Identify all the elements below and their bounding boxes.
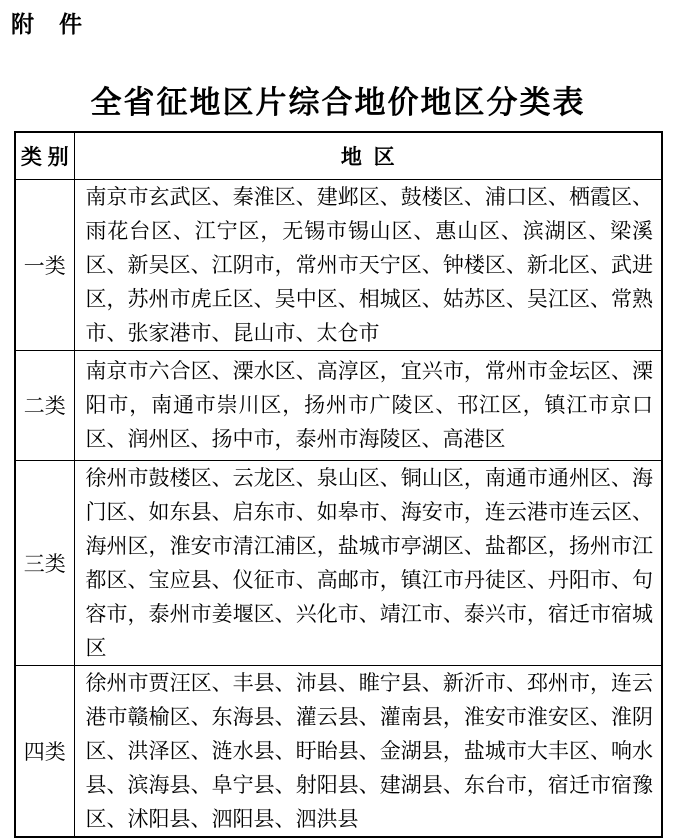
category-cell-class4: 四类 [15, 665, 74, 837]
column-header-region: 地 区 [74, 132, 662, 179]
region-cell-class3: 徐州市鼓楼区、云龙区、泉山区、铜山区，南通市通州区、海门区、如东县、启东市、如皋市、海安市，连云港市连云区、海州区，淮安市清江浦区，盐城市亭湖区、盐都区，扬州市江都区、宝应县、仪征市、高邮市，镇江市丹徒区、丹阳市、句容市，泰州市姜堰区、兴化市、靖江市、泰兴市，宿迁市宿城区 [74, 460, 662, 665]
table-header-row [15, 132, 662, 179]
region-classification-table [14, 131, 663, 838]
category-cell-class3: 三类 [15, 460, 74, 665]
attachment-label: 附 件 [11, 11, 83, 37]
region-cell-class2: 南京市六合区、溧水区、高淳区，宜兴市，常州市金坛区、溧阳市，南通市崇川区，扬州市广陵区、邗江区，镇江市京口区、润州区、扬中市，泰州市海陵区、高港区 [74, 350, 662, 460]
category-cell-class2: 二类 [15, 350, 74, 460]
column-header-category: 类 别 [15, 132, 74, 179]
category-cell-class1: 一类 [15, 179, 74, 350]
page-title: 全省征地区片综合地价地区分类表 [90, 84, 586, 121]
region-cell-class4: 徐州市贾汪区、丰县、沛县、睢宁县、新沂市、邳州市，连云港市赣榆区、东海县、灌云县、灌南县，淮安市淮安区、淮阴区、洪泽区、涟水县、盱眙县、金湖县，盐城市大丰区、响水县、滨海县、阜宁县、射阳县、建湖县、东台市，宿迁市宿豫区、沭阳县、泗阳县、泗洪县 [74, 665, 662, 837]
table-row [15, 179, 662, 350]
table-row [15, 460, 662, 665]
table-row [15, 350, 662, 460]
region-cell-class1: 南京市玄武区、秦淮区、建邺区、鼓楼区、浦口区、栖霞区、雨花台区、江宁区，无锡市锡山区、惠山区、滨湖区、梁溪区、新吴区、江阴市，常州市天宁区、钟楼区、新北区、武进区，苏州市虎丘区、吴中区、相城区、姑苏区、吴江区、常熟市、张家港市、昆山市、太仓市 [74, 179, 662, 350]
table-row [15, 665, 662, 837]
